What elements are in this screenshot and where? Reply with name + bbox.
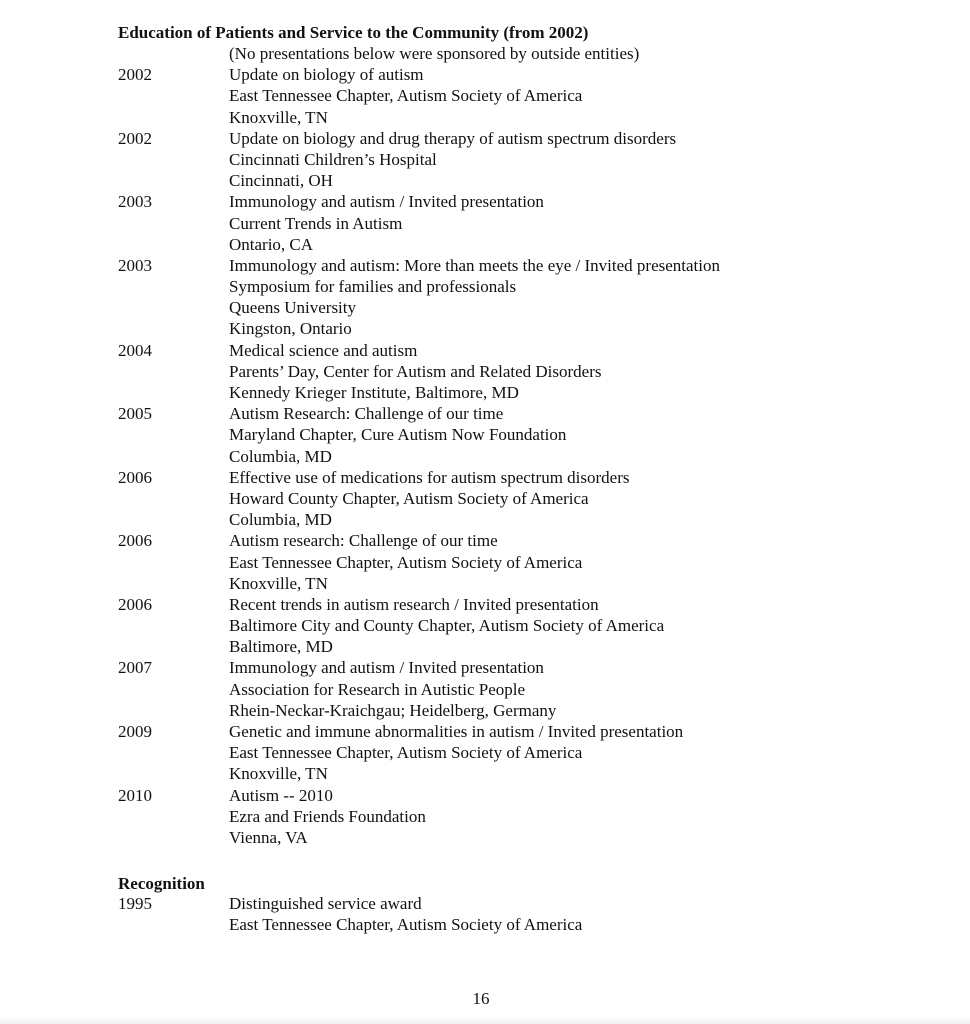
entry-detail-line: Ontario, CA [229,234,314,254]
entry-detail-line: Current Trends in Autism [229,213,403,233]
entry-title: Immunology and autism: More than meets the eye / Invited presentation [229,255,720,275]
education-entry [0,721,970,785]
entry-detail-line: Cincinnati Children’s Hospital [229,149,437,169]
entry-year: 2009 [118,722,152,741]
page-number: 16 [472,989,490,1008]
entry-detail-line: Association for Research in Autistic People [229,679,526,699]
entry-details [229,403,970,467]
education-list [0,64,970,848]
education-entry [0,64,970,128]
entry-detail-line: Ezra and Friends Foundation [229,806,426,826]
entry-details [229,594,970,658]
entry-title: Autism Research: Challenge of our time [229,404,504,424]
entry-year: 2003 [118,192,152,212]
entry-year: 2006 [118,594,152,614]
education-entries [0,43,970,848]
entry-details [229,893,970,935]
entry-details [229,657,970,721]
education-entry [0,340,970,404]
entry-details [229,255,970,340]
entry-title: Recent trends in autism research / Invited presentation [229,594,599,614]
entry-title: Update on biology and drug therapy of autism spectrum disorders [229,128,677,148]
entry-title: Effective use of medications for autism spectrum disorders [229,467,630,487]
entry-year: 2002 [118,128,152,148]
education-entry [0,191,970,255]
entry-detail-line: Baltimore, MD [229,637,333,657]
entry-detail-line: Kennedy Krieger Institute, Baltimore, MD [229,383,519,402]
entry-year: 2007 [118,658,152,678]
entry-detail-line: Symposium for families and professionals [229,277,517,297]
education-entry [0,255,970,340]
entry-year: 2003 [118,255,152,275]
recognition-list [0,893,970,935]
entry-details [229,340,970,404]
entry-detail-line: Queens University [229,298,357,318]
education-entry [0,403,970,467]
entry-details [229,721,970,785]
entry-detail-line: Kingston, Ontario [229,319,352,339]
education-entry [0,128,970,192]
entry-year: 2004 [118,340,152,360]
education-entry [0,467,970,531]
entry-detail-line: Vienna, VA [229,827,308,847]
sponsorship-note: (No presentations below were sponsored by outside entities) [229,44,640,63]
entry-details [229,191,970,255]
entry-title: Distinguished service award [229,894,422,913]
entry-detail-line: Columbia, MD [229,510,332,530]
entry-title: Immunology and autism / Invited presentation [229,658,544,678]
section-heading-education: Education of Patients and Service to the Community (from 2002) [118,23,589,42]
page-bottom-edge [0,1016,970,1024]
entry-details [229,530,970,594]
entry-title: Update on biology of autism [229,65,424,85]
entry-detail-line: Columbia, MD [229,446,332,466]
entry-details [229,128,970,192]
entry-title: Autism -- 2010 [229,785,333,805]
section-heading-recognition: Recognition [118,874,205,893]
entry-details [229,467,970,531]
entry-year: 2005 [118,404,152,424]
entry-title: Medical science and autism [229,340,418,360]
entry-year: 2006 [118,467,152,487]
recognition-entries [0,893,970,935]
entry-detail-line: East Tennessee Chapter, Autism Society of America [229,86,583,106]
entry-title: Genetic and immune abnormalities in autism / Invited presentation [229,722,684,741]
entry-detail-line: Rhein-Neckar-Kraichgau; Heidelberg, Germany [229,700,557,720]
entry-detail-line: Parents’ Day, Center for Autism and Related Disorders [229,361,602,381]
entry-details [229,785,970,849]
entry-detail-line: East Tennessee Chapter, Autism Society of America [229,915,583,935]
entry-year: 2010 [118,785,152,805]
education-entry [0,530,970,594]
entry-detail-line: Knoxville, TN [229,107,328,127]
recognition-entry [0,893,970,935]
entry-year: 1995 [118,894,152,913]
entry-detail-line: Baltimore City and County Chapter, Autism Society of America [229,616,665,636]
entry-detail-line: Maryland Chapter, Cure Autism Now Foundation [229,425,567,445]
entry-detail-line: Knoxville, TN [229,573,328,593]
entry-detail-line: Howard County Chapter, Autism Society of America [229,488,589,508]
education-entry [0,594,970,658]
education-entry [0,657,970,721]
entry-detail-line: Knoxville, TN [229,764,328,784]
education-entry [0,785,970,849]
entry-detail-line: East Tennessee Chapter, Autism Society of America [229,552,583,572]
entry-year: 2002 [118,65,152,85]
entry-year: 2006 [118,531,152,551]
entry-title: Immunology and autism / Invited presentation [229,192,544,212]
entry-detail-line: Cincinnati, OH [229,171,333,191]
entry-title: Autism research: Challenge of our time [229,531,498,551]
entry-detail-line: East Tennessee Chapter, Autism Society of America [229,743,583,763]
entry-details [229,64,970,128]
